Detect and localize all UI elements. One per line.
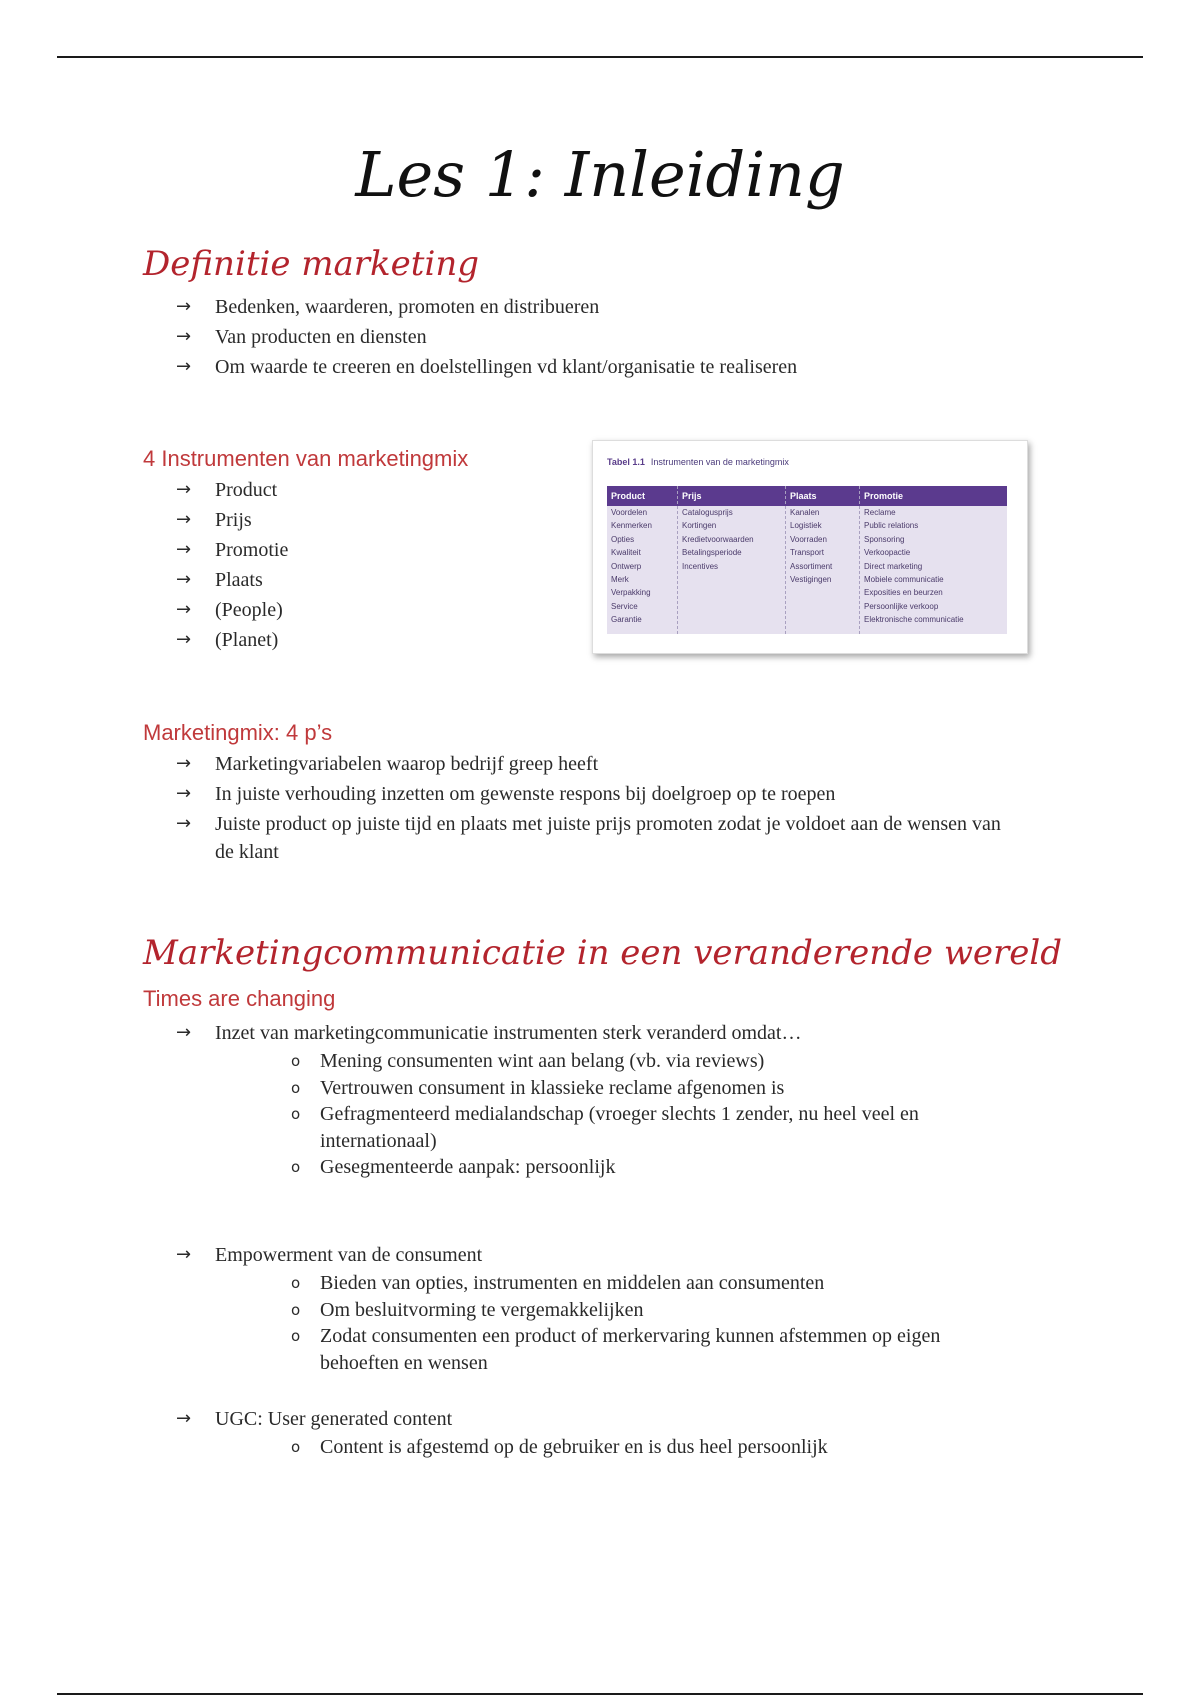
- sublist-item: o Gesegmenteerde aanpak: persoonlijk: [287, 1154, 1020, 1181]
- list-ugc: [176, 1404, 828, 1461]
- arrow-icon: →: [176, 753, 192, 774]
- heading-times-are-changing: Times are changing: [143, 986, 336, 1011]
- sublist-item: o Mening consumenten wint aan belang (vb. via reviews): [287, 1048, 1020, 1075]
- circle-bullet-icon: o: [291, 1300, 301, 1319]
- circle-bullet-icon: o: [291, 1438, 301, 1456]
- table-column-product: Product Voordelen Kenmerken Opties Kwaliteit Ontwerp Merk Verpakking Service Garantie: [607, 486, 678, 634]
- list-item: → (Planet): [176, 625, 288, 655]
- circle-bullet-icon: o: [291, 1052, 301, 1070]
- list-item: → Van producten en diensten: [176, 322, 797, 352]
- marketingmix-table-figure: [592, 440, 1028, 654]
- list-item: → Empowerment van de consument o Bieden van opties, instrumenten en middelen aan consumenten o Om besluitvorming te vergemakkelijken o Zodat consumenten een product of merkervaring kunnen afstemmen op eigen behoeften en wensen: [176, 1240, 1020, 1376]
- arrow-icon: →: [176, 629, 192, 650]
- arrow-icon: →: [176, 599, 192, 620]
- top-rule: [57, 56, 1143, 58]
- sublist-item: o Om besluitvorming te vergemakkelijken: [287, 1297, 1020, 1324]
- circle-bullet-icon: o: [291, 1078, 301, 1097]
- arrow-icon: →: [176, 1022, 192, 1043]
- list-item: → Inzet van marketingcommunicatie instrumenten sterk veranderd omdat… o Mening consumenten wint aan belang (vb. via reviews) o Vertrouwen consument in klassieke reclame afgenomen is o Gefragmenteerd medialandschap (vroeger slechts 1 zender, nu heel veel en internationaal) o Gesegmenteerde aanpak: persoonlijk: [176, 1018, 1020, 1181]
- table-column-prijs: Prijs Catalogusprijs Kortingen Kredietvoorwaarden Betalingsperiode Incentives: [678, 486, 786, 634]
- list-item: → Marketingvariabelen waarop bedrijf greep heeft: [176, 749, 1015, 779]
- arrow-icon: →: [176, 479, 192, 500]
- list-item: → Juiste product op juiste tijd en plaats met juiste prijs promoten zodat je voldoet aan de wensen van de klant: [176, 809, 1015, 866]
- arrow-icon: →: [176, 813, 192, 834]
- heading-instrumenten: 4 Instrumenten van marketingmix: [143, 446, 469, 471]
- arrow-icon: →: [176, 509, 192, 530]
- sublist-item: o Bieden van opties, instrumenten en middelen aan consumenten: [287, 1270, 1020, 1297]
- list-item: → Plaats: [176, 565, 288, 595]
- arrow-icon: →: [176, 296, 192, 317]
- list-times-changing: [176, 1018, 1020, 1181]
- list-4ps: [176, 749, 1015, 866]
- bottom-rule: [57, 1693, 1143, 1695]
- circle-bullet-icon: o: [291, 1105, 301, 1123]
- marketingmix-table: [607, 486, 1007, 634]
- list-item: → Product: [176, 475, 288, 505]
- sublist: [215, 1270, 1020, 1376]
- arrow-icon: →: [176, 1408, 192, 1429]
- sublist-item: o Zodat consumenten een product of merkervaring kunnen afstemmen op eigen behoeften en wensen: [291, 1325, 941, 1374]
- list-item: → Bedenken, waarderen, promoten en distribueren: [176, 292, 797, 322]
- circle-bullet-icon: o: [291, 1274, 301, 1292]
- table-column-promotie: Promotie Reclame Public relations Sponsoring Verkoopactie Direct marketing Mobiele communicatie Exposities en beurzen Persoonlijke verkoop Elektronische communicatie: [864, 491, 964, 625]
- arrow-icon: →: [176, 1244, 192, 1265]
- sublist-item: o Gefragmenteerd medialandschap (vroeger slechts 1 zender, nu heel veel en internationaal): [291, 1103, 919, 1152]
- list-item: → UGC: User generated content o Content is afgestemd op de gebruiker en is dus heel persoonlijk: [176, 1404, 828, 1461]
- circle-bullet-icon: o: [291, 1158, 301, 1176]
- sublist: [215, 1434, 828, 1461]
- table-caption: Tabel 1.1 Instrumenten van de marketingmix: [607, 457, 789, 467]
- list-item: → In juiste verhouding inzetten om gewenste respons bij doelgroep op te roepen: [176, 779, 1015, 809]
- sublist: [215, 1048, 1020, 1181]
- sublist-item: o Content is afgestemd op de gebruiker en is dus heel persoonlijk: [287, 1434, 828, 1461]
- sublist-item: o Vertrouwen consument in klassieke reclame afgenomen is: [287, 1075, 1020, 1102]
- list-item: → (People): [176, 595, 288, 625]
- list-item: → Promotie: [176, 535, 288, 565]
- arrow-icon: →: [176, 326, 192, 347]
- arrow-icon: →: [176, 783, 192, 804]
- list-item: → Om waarde te creeren en doelstellingen vd klant/organisatie te realiseren: [176, 352, 797, 382]
- heading-marketingcommunicatie: Marketingcommunicatie in een veranderende wereld: [143, 933, 1063, 973]
- list-instrumenten: [176, 475, 288, 655]
- list-item: → Prijs: [176, 505, 288, 535]
- heading-marketingmix-4ps: Marketingmix: 4 p’s: [143, 720, 333, 745]
- heading-definitie-marketing: Definitie marketing: [143, 244, 479, 284]
- table-column-plaats: Plaats Kanalen Logistiek Voorraden Transport Assortiment Vestigingen: [786, 486, 860, 634]
- arrow-icon: →: [176, 356, 192, 377]
- list-empowerment: [176, 1240, 1020, 1376]
- arrow-icon: →: [176, 539, 192, 560]
- circle-bullet-icon: o: [291, 1327, 301, 1345]
- page-title: Les 1: Inleiding: [355, 138, 845, 211]
- arrow-icon: →: [176, 569, 192, 590]
- list-definitie: [176, 292, 797, 382]
